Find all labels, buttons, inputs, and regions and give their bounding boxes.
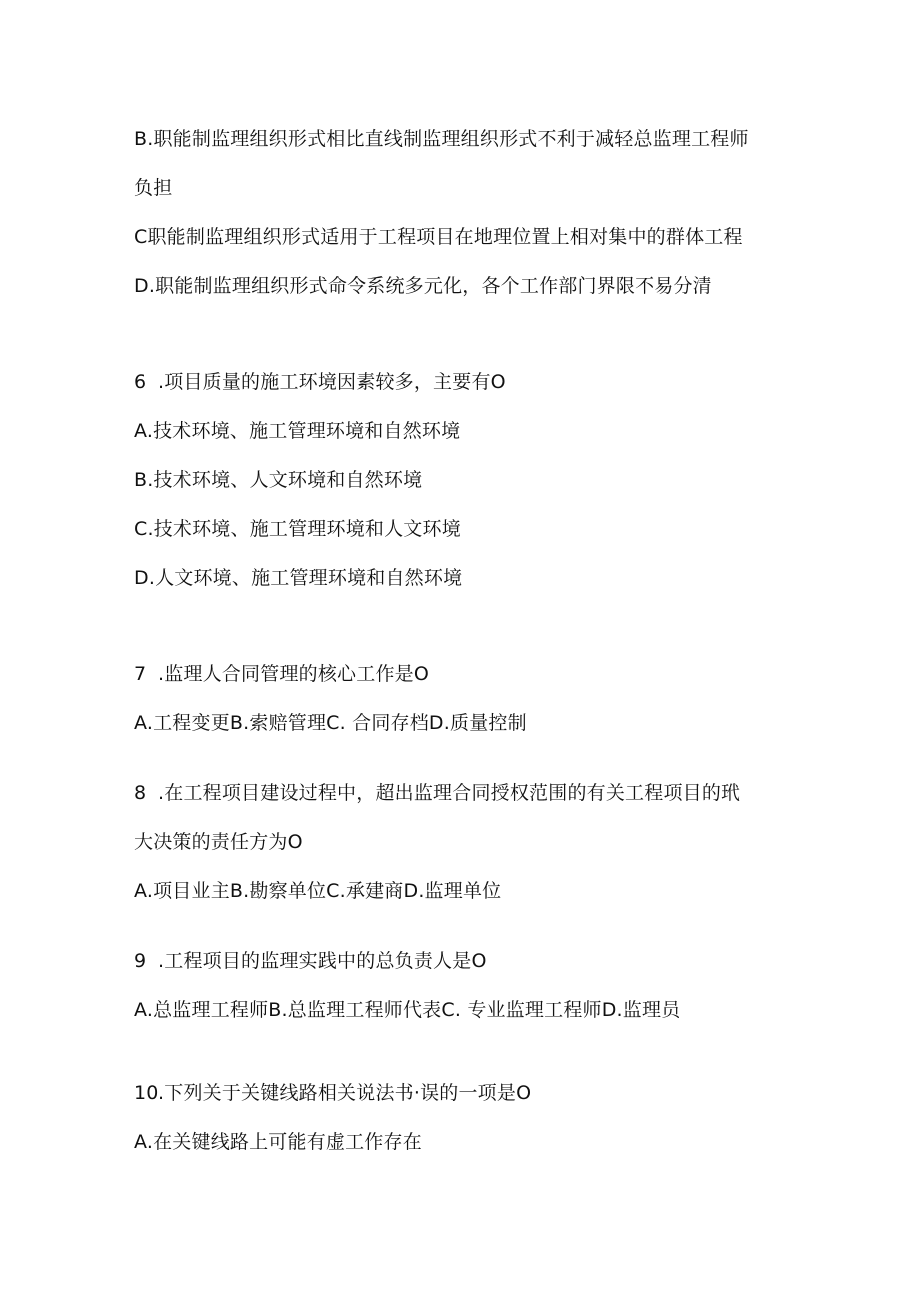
q9-options: A.总监理工程师B.总监理工程师代表C. 专业监理工程师D.监理员 bbox=[134, 999, 681, 1021]
question-6 bbox=[134, 370, 506, 394]
question-8-continuation: 大决策的责任方为O bbox=[134, 831, 303, 853]
q6-option-b: B.技术环境、人文环境和自然环境 bbox=[134, 469, 423, 491]
question-text: .下列关于关键线路相关说法书·误的一项是O bbox=[158, 1082, 532, 1104]
q6-option-d: D.人文环境、施工管理环境和自然环境 bbox=[134, 567, 463, 589]
question-number: 7 bbox=[134, 663, 147, 685]
question-number: 9 bbox=[134, 950, 147, 972]
option-b-line: B.职能制监理组织形式相比直线制监理组织形式不利于减轻总监理工程师 bbox=[134, 128, 749, 150]
option-c-line: C职能制监理组织形式适用于工程项目在地理位置上相对集中的群体工程 bbox=[134, 226, 743, 248]
question-number: 8 bbox=[134, 782, 147, 804]
option-b-continuation: 负担 bbox=[134, 177, 173, 199]
question-text: .在工程项目建设过程中，超出监理合同授权范围的有关工程项目的玳 bbox=[158, 782, 741, 804]
q8-options: A.项目业主B.勘察单位C.承建商D.监理单位 bbox=[134, 880, 502, 902]
question-8 bbox=[134, 781, 740, 805]
q6-option-c: C.技术环境、施工管理环境和人文环境 bbox=[134, 518, 461, 540]
question-number: 10 bbox=[134, 1082, 159, 1104]
question-number: 6 bbox=[134, 371, 147, 393]
q7-options: A.工程变更B.索赔管理C. 合同存档D.质量控制 bbox=[134, 712, 527, 734]
question-text: .项目质量的施工环境因素较多，主要有O bbox=[158, 371, 506, 393]
option-d-line: D.职能制监理组织形式命令系统多元化，各个工作部门界限不易分清 bbox=[134, 275, 712, 297]
question-text: .工程项目的监理实践中的总负责人是O bbox=[158, 950, 487, 972]
question-text: .监理人合同管理的核心工作是O bbox=[158, 663, 429, 685]
q6-option-a: A.技术环境、施工管理环境和自然环境 bbox=[134, 420, 461, 442]
question-10 bbox=[134, 1081, 531, 1105]
question-7 bbox=[134, 662, 429, 686]
q10-option-a: A.在关键线路上可能有虚工作存在 bbox=[134, 1131, 422, 1153]
question-9 bbox=[134, 949, 487, 973]
